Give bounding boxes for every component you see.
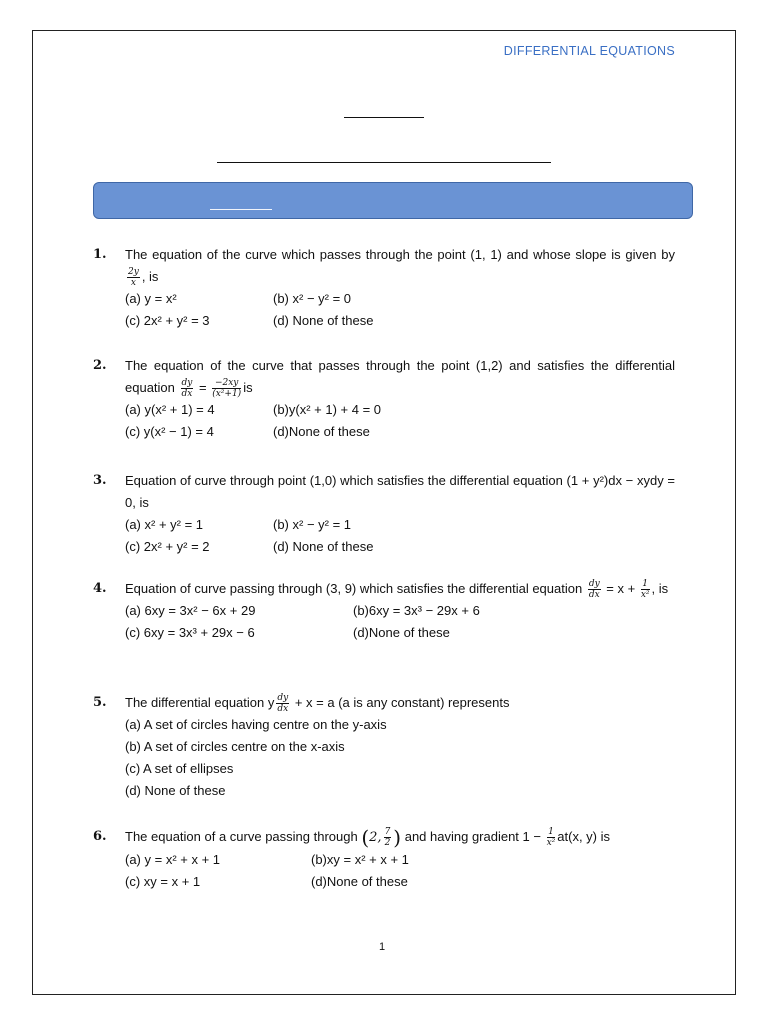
stem-text: The equation of the curve which passes through the point (1, 1) and whose slope is given by: [125, 247, 675, 262]
stem-text-mid: and having gradient 1 −: [401, 829, 545, 844]
stem-text-end: , is: [141, 269, 159, 284]
stem-text-end: + x = a (a is any constant) represents: [291, 695, 510, 710]
question-stem: [125, 244, 675, 288]
question-5: [93, 692, 675, 802]
fraction-numerator: 7: [384, 827, 391, 838]
option-c[interactable]: (c) 2x² + y² = 2: [125, 539, 210, 554]
option-a[interactable]: (a) y(x² + 1) = 4: [125, 402, 215, 418]
fraction-numerator: dy: [181, 378, 193, 389]
question-2: [93, 355, 675, 443]
option-c[interactable]: (c) xy = x + 1: [125, 874, 201, 889]
stem-text-end: , is: [651, 581, 669, 596]
derivative-fraction: [181, 378, 194, 399]
fraction-denominator: 2: [384, 838, 391, 849]
section-banner: [93, 182, 693, 219]
close-paren: ): [393, 825, 402, 850]
stem-text: The equation of the curve that passes through the point (1,2) and satisfies the differential equation: [125, 358, 675, 395]
question-number: 4.: [93, 581, 107, 596]
question-number: 3.: [93, 473, 107, 488]
question-stem: [125, 692, 675, 714]
open-paren: (: [361, 825, 370, 850]
fraction-numerator: 1: [548, 827, 554, 838]
option-a[interactable]: (a) x² + y² = 1: [125, 517, 204, 532]
point-y-fraction: [384, 827, 392, 848]
question-number: 6.: [93, 829, 107, 844]
stem-text-end: at(x, y) is: [557, 829, 611, 844]
question-3: [93, 470, 675, 558]
option-b[interactable]: (b) x² − y² = 0: [273, 291, 352, 307]
rhs-fraction: [212, 378, 241, 399]
option-d[interactable]: (d) None of these: [273, 313, 374, 329]
title-rule-short: [344, 117, 424, 118]
option-d[interactable]: (d) None of these: [273, 539, 374, 554]
fraction-denominator: dx: [588, 590, 600, 601]
derivative-fraction: [588, 579, 601, 600]
page-number: 1: [379, 941, 386, 953]
option-a[interactable]: (a) y = x²: [125, 291, 177, 307]
question-1: [93, 244, 675, 332]
stem-text-end: is: [243, 380, 253, 395]
option-d[interactable]: (d)None of these: [311, 874, 408, 889]
question-stem: [125, 578, 675, 600]
running-header: DIFFERENTIAL EQUATIONS: [503, 44, 675, 58]
fraction-denominator: x: [130, 278, 136, 289]
question-stem: [125, 355, 675, 399]
question-number: 1.: [93, 247, 107, 262]
fraction-denominator: x²: [640, 590, 650, 601]
fraction-denominator: dx: [181, 389, 193, 400]
option-a[interactable]: (a) A set of circles having centre on the y-axis: [125, 717, 387, 733]
question-stem: Equation of curve through point (1,0) which satisfies the differential equation (1 + y²)dx − xydy = 0, is: [125, 473, 675, 510]
option-d[interactable]: (d)None of these: [353, 625, 450, 641]
question-number: 2.: [93, 358, 107, 373]
fraction-numerator: −2xy: [212, 378, 241, 389]
fraction-numerator: 1: [642, 579, 649, 590]
fraction-numerator: dy: [277, 693, 289, 704]
option-b[interactable]: (b)6xy = 3x³ − 29x + 6: [353, 603, 480, 619]
option-a[interactable]: (a) y = x² + x + 1: [125, 852, 221, 867]
stem-text: The equation of a curve passing through: [125, 829, 358, 844]
stem-text: Equation of curve passing through (3, 9) which satisfies the differential equation: [125, 581, 583, 596]
derivative-fraction: [276, 693, 289, 714]
point-x: 2,: [369, 830, 382, 845]
option-c[interactable]: (c) 6xy = 3x³ + 29x − 6: [125, 625, 255, 641]
question-stem: [125, 826, 675, 849]
gradient-fraction: [547, 827, 556, 848]
fraction-numerator: 2y: [128, 267, 139, 278]
options: [125, 849, 675, 893]
rhs-fraction: [641, 579, 650, 600]
options: [125, 514, 675, 558]
equals-sign: =: [195, 380, 211, 395]
option-d[interactable]: (d)None of these: [273, 424, 370, 440]
option-a[interactable]: (a) 6xy = 3x² − 6x + 29: [125, 603, 256, 619]
option-b[interactable]: (b) A set of circles centre on the x-axis: [125, 739, 345, 755]
fraction-numerator: dy: [588, 579, 600, 590]
fraction-denominator: x²: [546, 838, 556, 849]
options: [125, 600, 675, 644]
question-6: [93, 826, 675, 893]
fraction-denominator: (x²+1): [212, 389, 242, 400]
stem-text-mid: = x +: [602, 581, 639, 596]
options: [125, 288, 675, 332]
option-b[interactable]: (b)xy = x² + x + 1: [311, 852, 409, 867]
option-c[interactable]: (c) A set of ellipses: [125, 761, 234, 777]
question-number: 5.: [93, 695, 107, 710]
option-b[interactable]: (b)y(x² + 1) + 4 = 0: [273, 402, 382, 418]
stem-text: The differential equation y: [125, 695, 275, 710]
option-b[interactable]: (b) x² − y² = 1: [273, 517, 352, 532]
question-4: [93, 578, 675, 644]
slope-fraction: [127, 267, 140, 288]
option-d[interactable]: (d) None of these: [125, 783, 226, 799]
title-rule-long: [217, 162, 551, 163]
banner-rule: [210, 209, 272, 210]
options: [125, 714, 675, 802]
options: [125, 399, 675, 443]
option-c[interactable]: (c) 2x² + y² = 3: [125, 313, 210, 329]
fraction-denominator: dx: [277, 704, 289, 715]
option-c[interactable]: (c) y(x² − 1) = 4: [125, 424, 214, 440]
